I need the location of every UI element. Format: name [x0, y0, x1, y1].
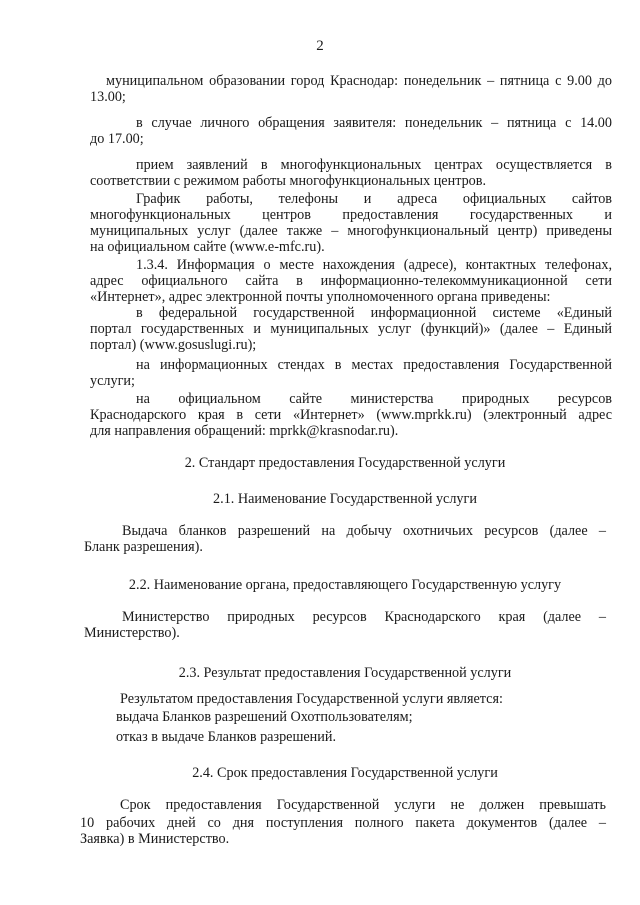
text-line: График работы, телефоны и адреса официальных сайтов [136, 191, 612, 207]
text-line: адрес официального сайта в информационно-телекоммуникационной сети [90, 273, 612, 289]
text-line: Результатом предоставления Государственной услуги является: [120, 691, 503, 707]
text-line: соответствии с режимом работы многофункциональных центров. [90, 173, 487, 189]
section-heading: 2. Стандарт предоставления Государственной услуги [184, 455, 506, 471]
text-line: отказ в выдаче Бланков разрешений. [116, 729, 337, 745]
text-line: портал) (www.gosuslugi.ru); [90, 337, 257, 353]
text-line: Выдача бланков разрешений на добычу охотничьих ресурсов (далее – [122, 523, 606, 539]
text-line: прием заявлений в многофункциональных центрах осуществляется в [136, 157, 612, 173]
text-line: на официальном сайте министерства природных ресурсов [136, 391, 612, 407]
subsection-heading: 2.1. Наименование Государственной услуги [213, 491, 477, 507]
text-line: муниципальных услуг (далее также – многофункциональный центр) приведены [90, 223, 612, 239]
text-line: многофункциональных центров предоставления государственных и [90, 207, 612, 223]
subsection-heading: 2.4. Срок предоставления Государственной услуги [192, 765, 498, 781]
text-line: Министерство). [84, 625, 180, 641]
text-line: в случае личного обращения заявителя: понедельник – пятница с 14.00 [136, 115, 612, 131]
text-line: 1.3.4. Информация о месте нахождения (адресе), контактных телефонах, [136, 257, 612, 273]
text-line: 13.00; [90, 89, 126, 105]
text-line: Краснодарского края в сети «Интернет» (www.mprkk.ru) (электронный адрес [90, 407, 612, 423]
text-line: муниципальном образовании город Краснодар: понедельник – пятница с 9.00 до [106, 73, 612, 89]
text-line: портал государственных и муниципальных услуг (функций)» (далее – Единый [90, 321, 612, 337]
text-line: в федеральной государственной информационной системе «Единый [136, 305, 612, 321]
text-line: 10 рабочих дней со дня поступления полного пакета документов (далее – [80, 815, 606, 831]
text-line: выдача Бланков разрешений Охотпользователям; [116, 709, 413, 725]
text-line: на официальном сайте (www.e-mfc.ru). [90, 239, 325, 255]
text-line: Бланк разрешения). [84, 539, 203, 555]
text-line: до 17.00; [90, 131, 144, 147]
subsection-heading: 2.2. Наименование органа, предоставляющего Государственную услугу [128, 577, 562, 593]
text-line: услуги; [90, 373, 135, 389]
text-line: «Интернет», адрес электронной почты уполномоченного органа приведены: [90, 289, 551, 305]
page-number: 2 [316, 38, 324, 54]
text-line: на информационных стендах в местах предоставления Государственной [136, 357, 612, 373]
text-line: Срок предоставления Государственной услуги не должен превышать [120, 797, 606, 813]
text-line: для направления обращений: mprkk@krasnodar.ru). [90, 423, 399, 439]
text-line: Министерство природных ресурсов Краснодарского края (далее – [122, 609, 606, 625]
text-line: Заявка) в Министерство. [80, 831, 230, 847]
subsection-heading: 2.3. Результат предоставления Государственной услуги [178, 665, 512, 681]
